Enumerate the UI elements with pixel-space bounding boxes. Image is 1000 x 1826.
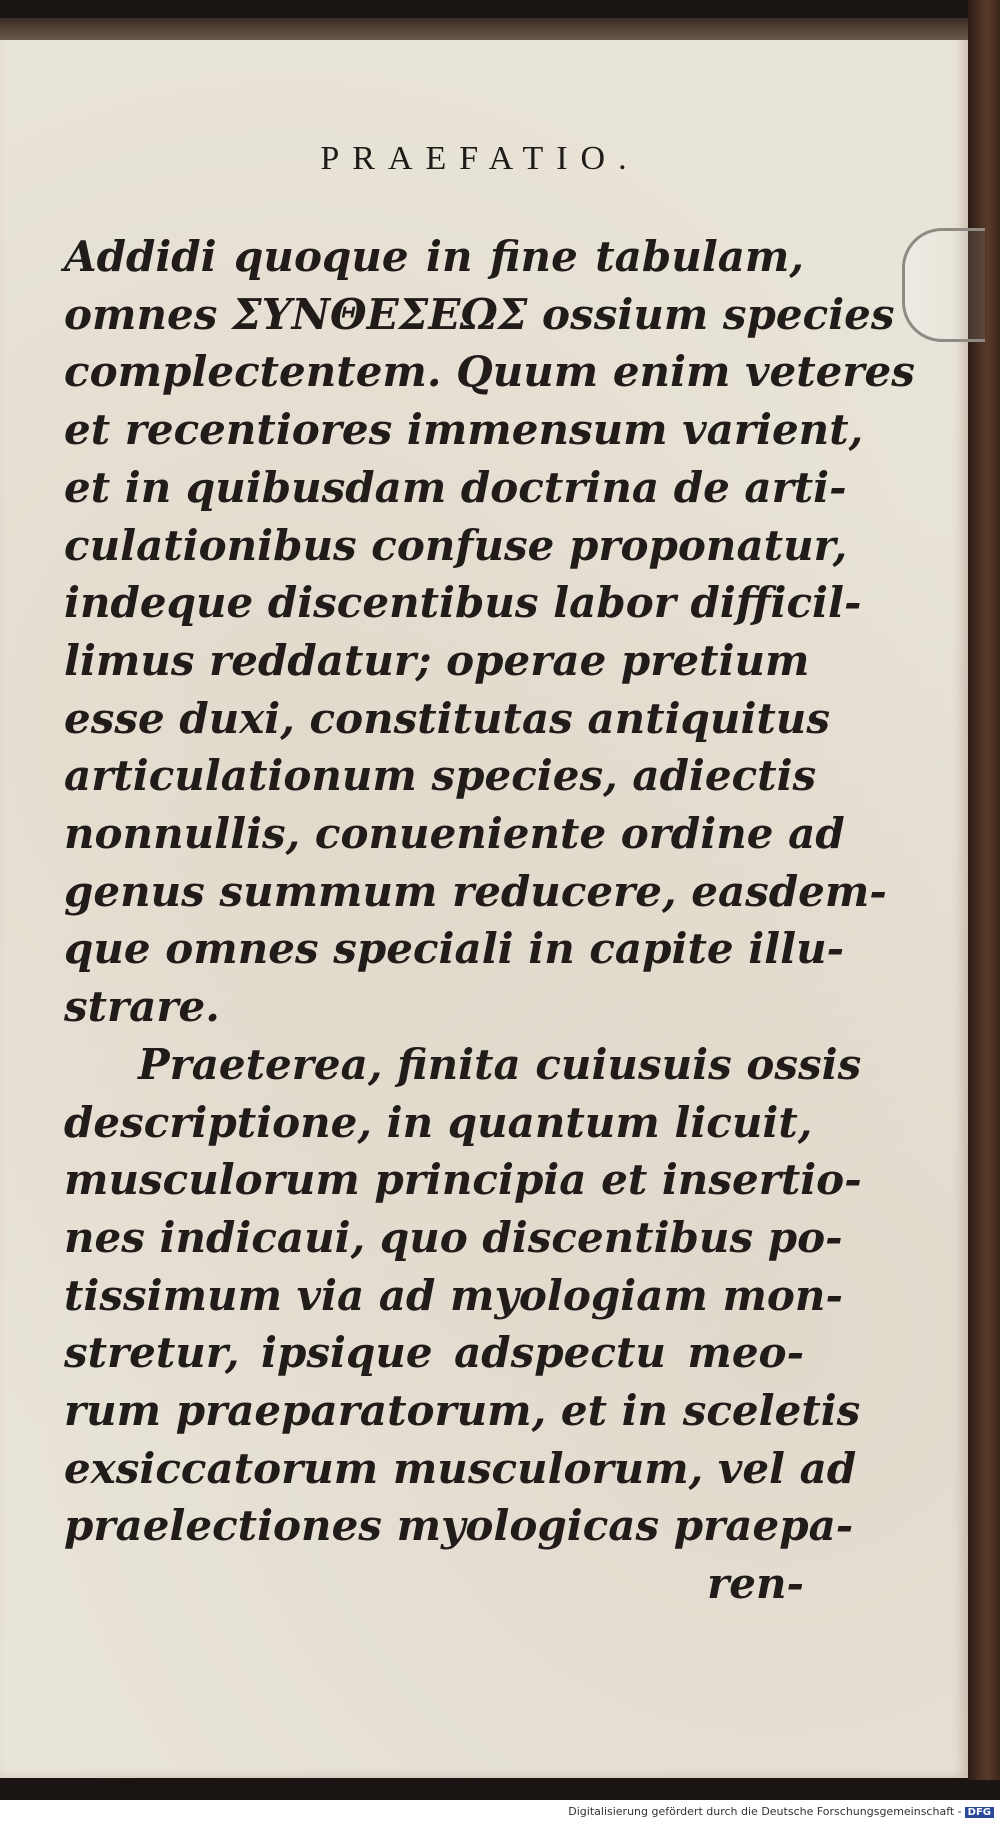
text-line: indeque discentibus labor difficil-	[64, 578, 862, 628]
text-line: complectentem. Quum enim veteres	[64, 347, 915, 397]
catchword: ren-	[707, 1559, 804, 1609]
text-line: exsiccatorum musculorum, vel ad	[64, 1443, 857, 1493]
footer-bar	[0, 1800, 1000, 1826]
text-line: omnes ΣΥΝΘΕΣΕΩΣ ossium species	[64, 289, 895, 339]
dfg-logo: DFG	[965, 1807, 994, 1818]
text-line: que omnes speciali in capite illu-	[64, 924, 845, 974]
text-line: stretur, ipsique adspectu meo-	[64, 1328, 804, 1378]
book-page	[0, 18, 972, 1778]
text-line: nonnullis, conueniente ordine ad	[64, 809, 845, 859]
footer-credit	[568, 1805, 994, 1818]
text-line: praelectiones myologicas praepa-	[64, 1501, 854, 1551]
footer-text: Digitalisierung gefördert durch die Deutsche Forschungsgemeinschaft -	[568, 1805, 962, 1818]
text-line: nes indicaui, quo discentibus po-	[64, 1212, 843, 1262]
body-text	[64, 228, 915, 1613]
text-line: musculorum principia et insertio-	[64, 1155, 862, 1205]
text-line: strare.	[64, 982, 220, 1032]
text-line: et in quibusdam doctrina de arti-	[64, 462, 847, 512]
text-line: genus summum reducere, easdem-	[64, 866, 887, 916]
text-line: culationibus confuse proponatur,	[64, 520, 848, 570]
running-head: PRAEFATIO.	[320, 140, 640, 177]
text-line: Praeterea, finita cuiusuis ossis	[138, 1039, 862, 1089]
text-line: Addidi quoque in fine tabulam,	[64, 232, 804, 281]
text-line: et recentiores immensum varient,	[64, 405, 864, 455]
text-line: rum praeparatorum, et in sceletis	[64, 1386, 861, 1436]
text-line: esse duxi, constitutas antiquitus	[64, 693, 830, 743]
page-top-edge	[0, 18, 968, 40]
text-line: tissimum via ad myologiam mon-	[64, 1270, 843, 1320]
page-clip	[902, 228, 985, 342]
text-line: articulationum species, adiectis	[64, 751, 817, 801]
text-line: limus reddatur; operae pretium	[64, 635, 810, 685]
text-line: descriptione, in quantum licuit,	[64, 1097, 813, 1147]
